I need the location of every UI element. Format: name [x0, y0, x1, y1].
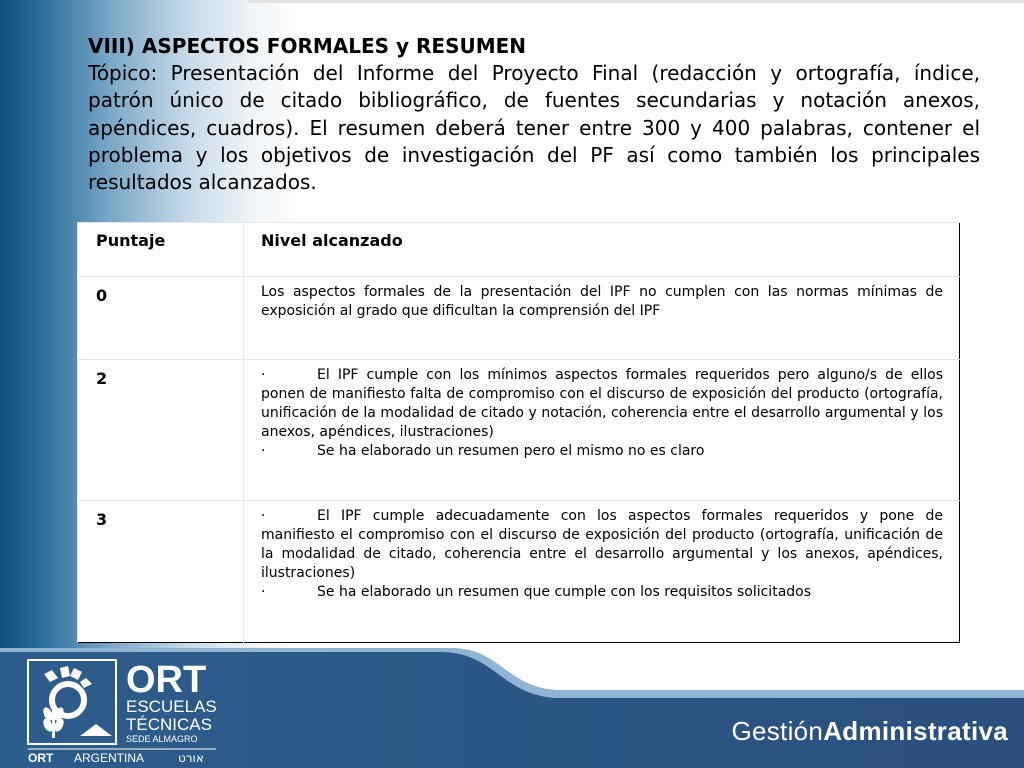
table-row — [78, 501, 960, 643]
header-cell-level — [244, 223, 960, 277]
score-value: 3 — [96, 510, 108, 529]
brand-bold: Administrativa — [823, 716, 1008, 746]
bullet-item — [261, 366, 943, 442]
logo-line3: SEDE ALMAGRO — [126, 734, 198, 744]
score-value: 0 — [96, 286, 108, 305]
level-description — [244, 360, 959, 461]
score-cell — [78, 277, 244, 360]
bullet-text: Se ha elaborado un resumen que cumple con los requisitos solicitados — [317, 584, 812, 600]
slide-body: Tópico: Presentación del Informe del Proyecto Final (redacción y ortografía, índice, patrón único de citado bibliográfico, de fuentes secundarias y notación anexos, apéndices, cuadros). El resumen deberá tener entre 300 y 400 palabras, contener el problema y los objetivos de investigación del PF así como también los principales resultados alcanzados. — [88, 61, 980, 195]
bullet-mark: · — [261, 367, 266, 383]
score-value: 2 — [96, 369, 108, 388]
header-score-label: Puntaje — [96, 231, 166, 250]
brand-light: Gestión — [731, 716, 824, 746]
level-description: Los aspectos formales de la presentación del IPF no cumplen con las normas mínimas de exposición al grado que dificultan la comprensión del IPF — [261, 284, 943, 319]
table-row — [78, 277, 960, 360]
level-cell — [244, 501, 960, 643]
ort-logo — [22, 652, 222, 766]
rubric-table — [77, 222, 960, 643]
bullet-item — [261, 583, 943, 602]
slide-title: VIII) ASPECTOS FORMALES y RESUMEN — [88, 34, 527, 58]
bullet-mark: · — [261, 443, 266, 459]
logo-line1: ESCUELAS — [126, 697, 217, 716]
logo-line2: TÉCNICAS — [126, 715, 212, 734]
score-cell — [78, 360, 244, 501]
table-row — [78, 360, 960, 501]
logo-ort-text: ORT — [126, 659, 207, 701]
header-level-label: Nivel alcanzado — [261, 231, 403, 250]
logo-bottom-ort: ORT — [28, 751, 54, 765]
header-cell-score — [78, 223, 244, 277]
level-cell — [244, 360, 960, 501]
logo-bottom-argentina: ARGENTINA — [74, 751, 145, 765]
logo-bottom-hebrew: אורט — [178, 751, 204, 765]
level-description — [244, 501, 959, 602]
bullet-mark: · — [261, 584, 266, 600]
bullet-item — [261, 442, 943, 461]
bullet-text: El IPF cumple adecuadamente con los aspectos formales requeridos y pone de manifiesto el compromiso con el discurso de exposición del producto (ortografía, unificación de la modalidad de citado, coherencia entre el desarrollo argumental y los anexos, apéndices, ilustraciones) — [261, 508, 943, 581]
bullet-mark: · — [261, 508, 266, 524]
brand-title — [731, 716, 1008, 747]
bullet-text: El IPF cumple con los mínimos aspectos formales requeridos pero alguno/s de ellos ponen de manifiesto falta de compromiso con el discurso de exposición del producto (ortografía, unificación de la modalidad de citado y notación, coherencia entre el desarrollo argumental y los anexos, apéndices, ilustraciones) — [261, 367, 943, 440]
table-header-row — [78, 223, 960, 277]
bullet-text: Se ha elaborado un resumen pero el mismo no es claro — [317, 443, 705, 459]
top-divider — [248, 0, 1024, 3]
level-cell — [244, 277, 960, 360]
bullet-item — [261, 507, 943, 583]
score-cell — [78, 501, 244, 643]
